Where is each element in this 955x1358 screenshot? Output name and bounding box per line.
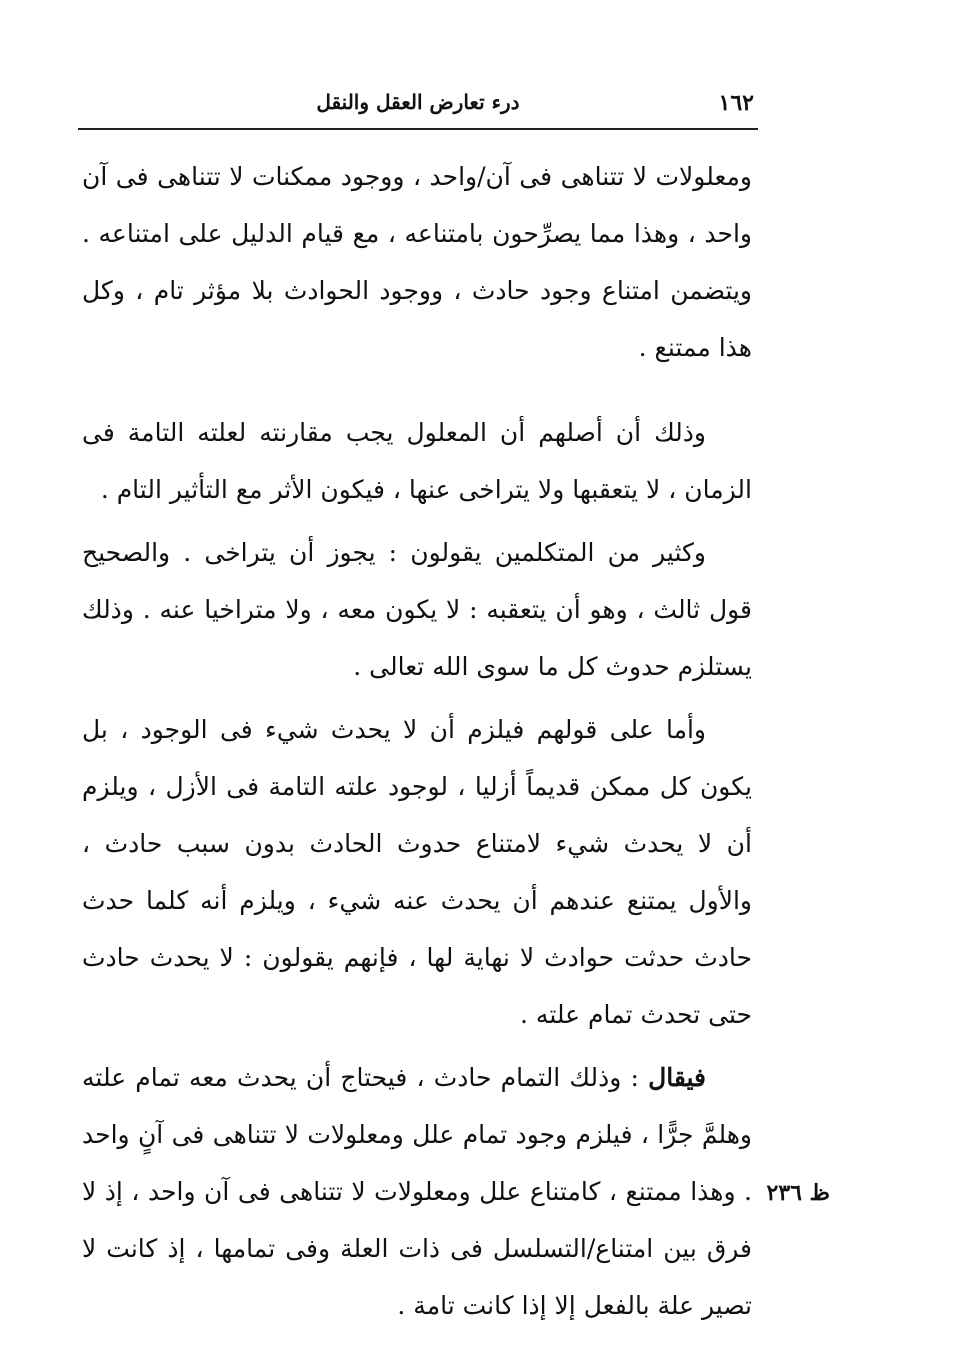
- main-text: [82, 148, 752, 1334]
- page-number: ١٦٢: [718, 90, 754, 116]
- paragraph-1: ومعلولات لا تتناهى فى آن/واحد ، ووجود ممكنات لا تتناهى فى آن واحد ، وهذا مما يصرِّحون بامتناعه ، مع قيام الدليل على امتناعه . ويتضمن امتناع وجود حادث ، ووجود الحوادث بلا مؤثر تام ، وكل هذا ممتنع .: [82, 162, 752, 362]
- paragraph-5: [82, 1049, 752, 1334]
- paragraph-3: وكثير من المتكلمين يقولون : يجوز أن يتراخى . والصحيح قول ثالث ، وهو أن يتعقبه : لا يكون معه ، ولا متراخيا عنه . وذلك يستلزم حدوث كل ما سوى الله تعالى .: [82, 538, 752, 681]
- lead-word: فيقال: [648, 1063, 706, 1092]
- manuscript-folio-note: ظ ٢٣٦: [766, 1180, 830, 1206]
- running-title: درء تعارض العقل والنقل: [316, 90, 520, 114]
- paragraph-gap: [82, 376, 752, 404]
- paragraph-4: وأما على قولهم فيلزم أن لا يحدث شيء فى الوجود ، بل يكون كل ممكن قديماً أزليا ، لوجود علته التامة فى الأزل ، ويلزم أن لا يحدث شيء لامتناع حدوث الحادث بدون سبب حادث ، والأول يمتنع عندهم أن يحدث عنه شيء ، ويلزم أنه كلما حدث حادث حدثت حوادث لا نهاية لها ، فإنهم يقولون : لا يحدث حادث حتى تحدث تمام علته .: [82, 715, 752, 1029]
- page-header: [78, 84, 758, 130]
- paragraph-5-text: : وذلك التمام حادث ، فيحتاج أن يحدث معه تمام علته وهلمَّ جرًّا ، فيلزم وجود تمام علل ومعلولات لا تتناهى فى آنٍ واحد . وهذا ممتنع ، كامتناع علل ومعلولات لا تتناهى فى آن واحد ، إذ لا فرق بين امتناع/التسلسل فى ذات العلة وفى تمامها ، إذ كانت لا تصير علة بالفعل إلا إذا كانت تامة .: [82, 1063, 752, 1320]
- paragraph-2: وذلك أن أصلهم أن المعلول يجب مقارنته لعلته التامة فى الزمان ، لا يتعقبها ولا يتراخى عنها ، فيكون الأثر مع التأثير التام .: [82, 418, 752, 504]
